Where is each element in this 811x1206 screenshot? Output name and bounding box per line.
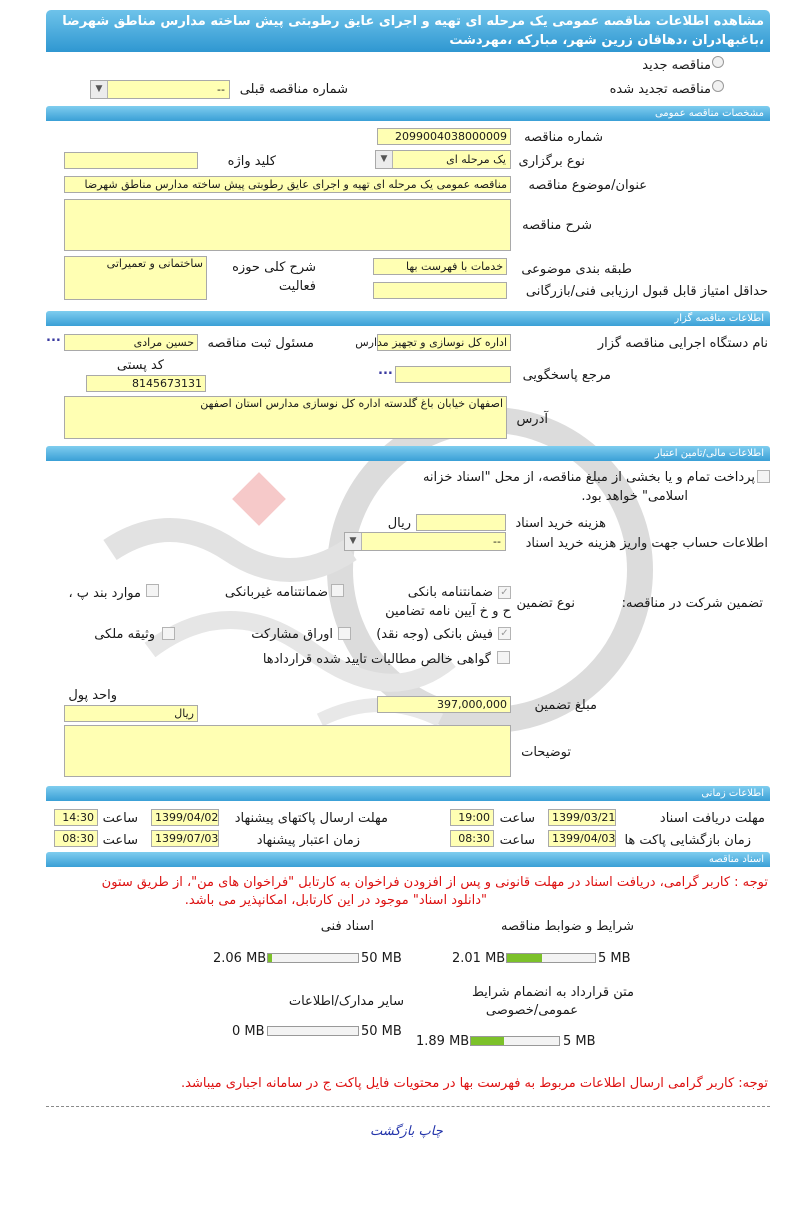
notes-field xyxy=(64,725,511,777)
payment-text-2: اسلامی" خواهد بود. xyxy=(581,489,688,504)
send-label: مهلت ارسال پاکتهای پیشنهاد xyxy=(234,811,388,826)
receive-time-label: ساعت xyxy=(499,811,535,826)
open-label: زمان بازگشایی پاکت ها xyxy=(624,833,751,848)
tender-no-field: 2099004038000009 xyxy=(377,128,511,145)
receive-time: 19:00 xyxy=(450,809,494,826)
other-label: سایر مدارک/اطلاعات xyxy=(288,994,404,1009)
type-value: یک مرحله ای xyxy=(446,153,506,166)
valid-label: زمان اعتبار پیشنهاد xyxy=(256,833,360,848)
property-checkbox[interactable] xyxy=(162,627,175,640)
min-score-field xyxy=(373,282,507,299)
org-field: اداره کل نوسازی و تجهیز مدارس xyxy=(377,334,511,351)
technical-size: 2.06 MB xyxy=(213,951,267,966)
doc-cost-field xyxy=(416,514,506,531)
activity-field: ساختمانی و تعمیراتی xyxy=(64,256,207,300)
contract-max: 5 MB xyxy=(563,1034,596,1049)
claims-checkbox[interactable] xyxy=(497,651,510,664)
type-label: نوع برگزاری xyxy=(518,154,585,169)
doc-cost-label: هزینه خرید اسناد xyxy=(515,516,606,531)
chevron-down-icon: ▼ xyxy=(91,81,108,98)
contract-size: 1.89 MB xyxy=(416,1034,470,1049)
conditions-label: شرایط و ضوابط مناقصه xyxy=(501,919,634,934)
other-max: 50 MB xyxy=(361,1024,402,1039)
registrar-field: حسین مرادی xyxy=(64,334,198,351)
contract-label-1: متن قرارداد به انضمام شرایط xyxy=(471,985,634,1000)
account-label: اطلاعات حساب جهت واریز هزینه خرید اسناد xyxy=(525,536,768,551)
send-time: 14:30 xyxy=(54,809,98,826)
print-back-link[interactable]: چاپ بازگشت xyxy=(370,1124,443,1139)
bank-guarantee-checkbox[interactable]: ✓ xyxy=(498,586,511,599)
guarantee-type-label: نوع تضمین xyxy=(516,596,575,611)
section-organizer: اطلاعات مناقصه گزار xyxy=(46,311,770,326)
currency-field: ریال xyxy=(64,705,198,722)
conditions-max: 5 MB xyxy=(598,951,631,966)
valid-date: 1399/07/03 xyxy=(151,830,219,847)
doc-cost-unit: ریال xyxy=(387,516,411,531)
ref-field xyxy=(395,366,511,383)
valid-time-label: ساعت xyxy=(102,833,138,848)
technical-progress xyxy=(267,953,359,963)
address-label: آدرس xyxy=(516,412,548,427)
treasury-checkbox[interactable] xyxy=(757,470,770,483)
notes-label: توضیحات xyxy=(521,745,571,760)
documents-note-line-1: توجه : کاربر گرامی، دریافت اسناد در مهلت قانونی و پس از افزودن فراخوان به کارتابل "فراخوان های من"، از طریق ستون xyxy=(101,875,768,890)
other-progress xyxy=(267,1026,359,1036)
guarantee-label: تضمین شرکت در مناقصه: xyxy=(621,596,763,611)
section-timing: اطلاعات زمانی xyxy=(46,786,770,801)
open-date: 1399/04/03 xyxy=(548,830,616,847)
documents-note-bottom: توجه: کاربر گرامی ارسال اطلاعات مربوط به فهرست بها در محتویات فایل پاکت ج در سامانه اجباری میباشد. xyxy=(181,1076,768,1091)
nonbank-guarantee-label: ضمانتنامه غیربانکی xyxy=(224,585,328,600)
desc-label: شرح مناقصه xyxy=(522,218,592,233)
send-time-label: ساعت xyxy=(102,811,138,826)
chevron-down-icon: ▼ xyxy=(376,151,393,168)
amount-label: مبلغ تضمین xyxy=(534,698,597,713)
conditions-progress xyxy=(506,953,596,963)
bonds-checkbox[interactable] xyxy=(338,627,351,640)
ref-label: مرجع پاسخگویی xyxy=(522,368,611,383)
tender-no-label: شماره مناقصه xyxy=(524,130,603,145)
claims-label: گواهی خالص مطالبات تایید شده قراردادها xyxy=(262,652,491,667)
section-general: مشخصات مناقصه عمومی xyxy=(46,106,770,121)
conditions-size: 2.01 MB xyxy=(452,951,506,966)
type-select[interactable] xyxy=(375,150,511,169)
receipt-checkbox[interactable]: ✓ xyxy=(498,627,511,640)
subject-field: مناقصه عمومی یک مرحله ای تهیه و اجرای عایق رطوبتی پیش ساخته مدارس مناطق شهرضا xyxy=(64,176,511,193)
radio-renewed-label: مناقصه تجدید شده xyxy=(609,82,711,97)
clause-label: موارد بند پ ، xyxy=(68,586,141,601)
desc-field[interactable] xyxy=(64,199,511,251)
divider xyxy=(46,1106,770,1107)
registrar-more-button[interactable]: ... xyxy=(46,330,61,345)
open-time-label: ساعت xyxy=(499,833,535,848)
keyword-field[interactable] xyxy=(64,152,198,169)
property-label: وثیقه ملکی xyxy=(94,627,155,642)
registrar-label: مسئول ثبت مناقصه xyxy=(207,336,314,351)
valid-time: 08:30 xyxy=(54,830,98,847)
page-title: مشاهده اطلاعات مناقصه عمومی یک مرحله ای تهیه و اجرای عایق رطوبتی پیش ساخته مدارس مناطق شهرضا ،باغبهادران ،دهاقان زرین شهر، مبارکه ،مهردشت xyxy=(46,10,770,52)
postal-label: کد پستی xyxy=(116,358,164,373)
receive-label: مهلت دریافت اسناد xyxy=(659,811,765,826)
address-field: اصفهان خیابان باغ گلدسته اداره کل نوسازی مدارس استان اصفهن xyxy=(64,396,507,439)
radio-new-label: مناقصه جدید xyxy=(642,58,711,73)
send-date: 1399/04/02 xyxy=(151,809,219,826)
activity-label: شرح کلی حوزه فعالیت xyxy=(232,260,316,294)
postal-field: 8145673131 xyxy=(86,375,206,392)
section-finance: اطلاعات مالی/تامین اعتبار xyxy=(46,446,770,461)
bank-guarantee-label: ضمانتنامه بانکی xyxy=(407,585,493,600)
keyword-label: کلید واژه xyxy=(227,154,276,169)
subject-label: عنوان/موضوع مناقصه xyxy=(528,178,647,193)
prev-tender-select[interactable] xyxy=(90,80,230,99)
clause-checkbox[interactable] xyxy=(146,584,159,597)
min-score-label: حداقل امتیاز قابل قبول ارزیابی فنی/بازرگانی xyxy=(525,284,768,299)
bonds-label: اوراق مشارکت xyxy=(251,627,333,642)
account-select[interactable] xyxy=(344,532,506,551)
radio-new[interactable] xyxy=(712,56,724,68)
other-size: 0 MB xyxy=(232,1024,265,1039)
section-documents: اسناد مناقصه xyxy=(46,852,770,867)
nonbank-guarantee-checkbox[interactable] xyxy=(331,584,344,597)
amount-field: 397,000,000 xyxy=(377,696,511,713)
prev-tender-value: -- xyxy=(217,83,225,96)
category-label: طبقه بندی موضوعی xyxy=(521,262,632,277)
currency-label: واحد پول xyxy=(68,688,117,703)
payment-text-1: پرداخت تمام و یا بخشی از مبلغ مناقصه، از محل "اسناد خزانه xyxy=(422,470,755,485)
contract-label-2: عمومی/خصوصی xyxy=(485,1003,578,1018)
ref-more-button[interactable]: ... xyxy=(378,363,393,378)
account-value: -- xyxy=(493,535,501,548)
technical-label: اسناد فنی xyxy=(320,919,374,934)
receipt-label: فیش بانکی (وجه نقد) xyxy=(376,627,493,642)
org-label: نام دستگاه اجرایی مناقصه گزار xyxy=(597,336,768,351)
contract-progress xyxy=(470,1036,560,1046)
category-field: خدمات با فهرست بها xyxy=(373,258,507,275)
receive-date: 1399/03/21 xyxy=(548,809,616,826)
rules-label: ح و خ آیین نامه تضامین xyxy=(385,604,511,619)
open-time: 08:30 xyxy=(450,830,494,847)
chevron-down-icon: ▼ xyxy=(345,533,362,550)
technical-max: 50 MB xyxy=(361,951,402,966)
documents-note-line-2: "دانلود اسناد" موجود در این کارتابل، امکانپذیر می باشد. xyxy=(184,893,487,908)
radio-renewed[interactable] xyxy=(712,80,724,92)
prev-tender-label: شماره مناقصه قبلی xyxy=(239,82,348,97)
